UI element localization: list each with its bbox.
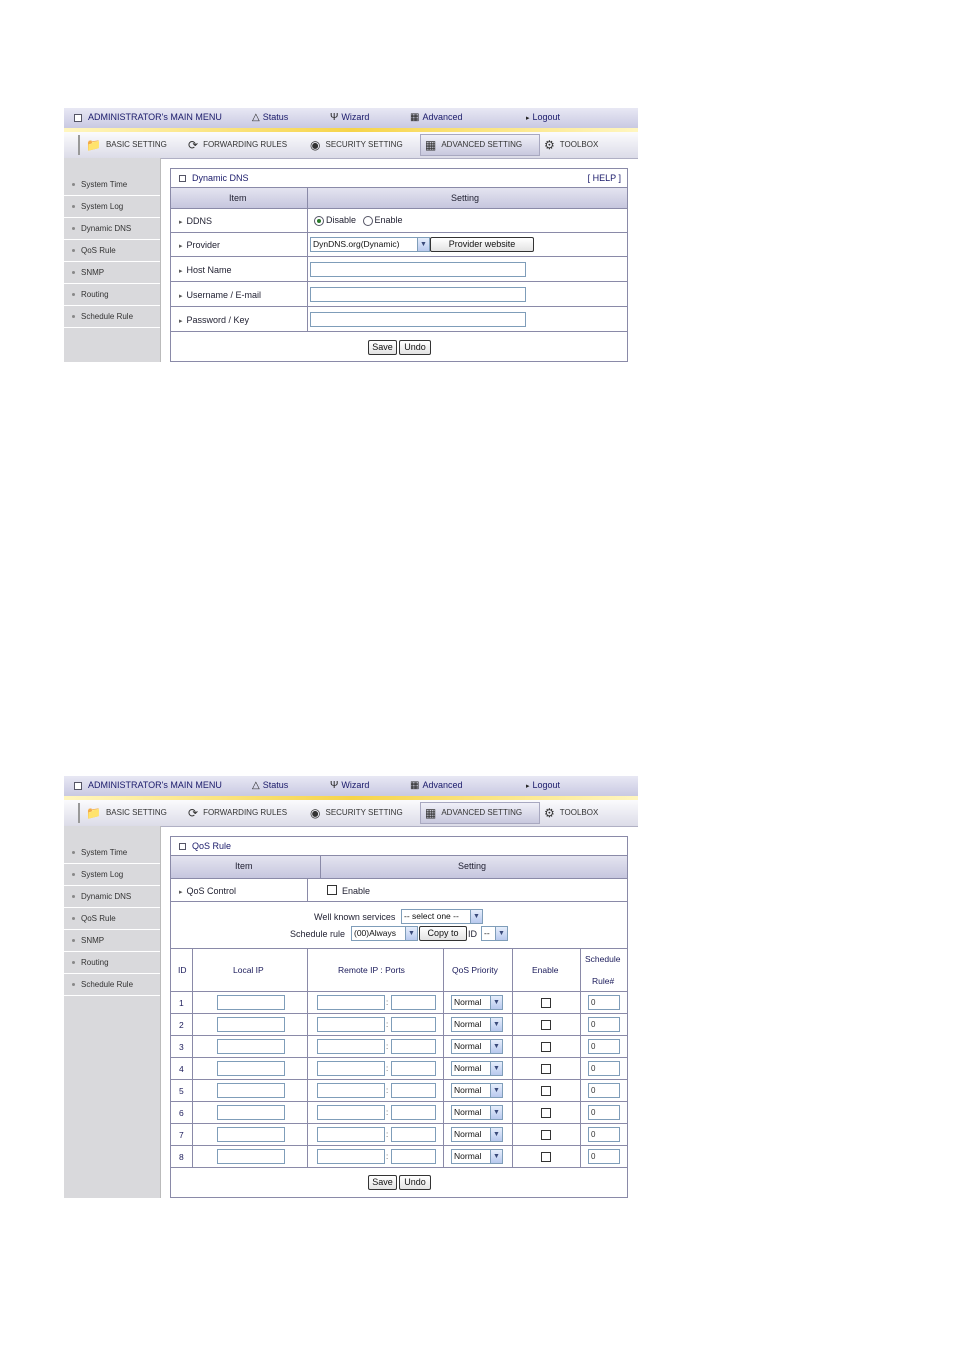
rule-enable-checkbox[interactable] [541,1086,551,1096]
sidebar [64,826,161,1198]
local-ip-input[interactable] [217,995,285,1010]
rule-enable-checkbox[interactable] [541,1020,551,1030]
forward-icon: ⟳ [188,138,199,152]
bullet-icon [72,183,75,186]
square-icon [179,843,186,850]
rule-enable-checkbox[interactable] [541,1064,551,1074]
column-divider [580,1146,581,1167]
arrow-right-icon: ▸ [526,783,530,790]
local-ip-input[interactable] [217,1083,285,1098]
row-id: 7 [179,1130,184,1140]
qos-control-label: ▸ QoS Control [179,886,236,896]
header-local-ip: Local IP [233,965,264,975]
main-menu-bar [64,108,638,129]
row-id: 1 [179,998,184,1008]
remote-port-input[interactable] [391,1017,436,1032]
logout-link[interactable]: ▸ Logout [526,780,561,790]
header-remote-ip: Remote IP : Ports [338,965,405,975]
bullet-icon [72,293,75,296]
header-rule-number: Rule# [592,976,615,986]
row-id: 3 [179,1042,184,1052]
username-label: ▸ Username / E-mail [179,290,261,300]
priority-select[interactable]: Normal ▼ [451,1039,503,1054]
tab-bar [64,132,638,159]
schedule-rule-input[interactable]: 0 [588,1083,620,1098]
wizard-link[interactable]: Ψ Wizard [330,112,370,123]
ddns-radio-group: Disable Enable [314,215,403,226]
chevron-down-icon: ▼ [417,238,429,251]
colon-separator: : [386,1020,389,1029]
advanced-icon: ▦ [410,780,420,791]
schedule-rule-input[interactable]: 0 [588,1061,620,1076]
colon-separator: : [386,1086,389,1095]
bullet-icon [72,205,75,208]
tab-toolbox[interactable]: ⚙ TOOLBOX [540,135,598,155]
column-divider [512,1146,513,1167]
header-id: ID [178,965,187,975]
chevron-down-icon: ▼ [405,927,417,940]
remote-port-input[interactable] [391,1061,436,1076]
row-provider [171,233,627,257]
priority-select[interactable]: Normal ▼ [451,1017,503,1032]
column-divider [512,1058,513,1079]
sidebar-item-system-log[interactable]: System Log [64,196,160,218]
sidebar-item-schedule-rule[interactable]: Schedule Rule [64,974,160,996]
help-link[interactable]: [ HELP ] [587,173,621,183]
column-divider [307,1058,308,1079]
admin-menu-label: ADMINISTRATOR's MAIN MENU [74,112,222,122]
sidebar-item-routing[interactable]: Routing [64,284,160,306]
logout-link[interactable]: ▸ Logout [526,112,561,122]
table-header [171,188,627,209]
column-divider [192,992,193,1013]
column-divider [512,1080,513,1101]
remote-port-input[interactable] [391,1083,436,1098]
tab-basic-setting[interactable]: 📁 BASIC SETTING [82,803,167,823]
folder-icon: 📁 [86,138,101,152]
row-ddns [171,209,627,233]
tab-advanced-setting[interactable]: ▦ ADVANCED SETTING [420,134,540,156]
rule-enable-checkbox[interactable] [541,1108,551,1118]
chevron-down-icon: ▼ [495,927,507,940]
colon-separator: : [386,1108,389,1117]
remote-port-input[interactable] [391,1149,436,1164]
security-icon: ◉ [310,138,321,152]
colon-separator: : [386,1130,389,1139]
chevron-down-icon: ▼ [490,1062,502,1075]
sidebar-item-system-time[interactable]: System Time [64,842,160,864]
column-divider [192,1014,193,1035]
save-button[interactable]: Save [368,1175,397,1190]
sidebar-item-snmp[interactable]: SNMP [64,262,160,284]
toolbox-icon: ⚙ [544,138,555,152]
table-row [171,1124,627,1146]
header-setting: Setting [458,861,487,871]
wizard-icon: Ψ [330,780,339,791]
column-divider [512,1102,513,1123]
column-divider [307,188,308,208]
header-setting: Setting [451,193,480,203]
sidebar-item-snmp[interactable]: SNMP [64,930,160,952]
chevron-down-icon: ▼ [470,910,482,923]
column-divider [580,1102,581,1123]
advanced-link[interactable]: ▦ Advanced [410,780,463,791]
priority-select[interactable]: Normal ▼ [451,1127,503,1142]
schedule-rule-select[interactable]: (00)Always ▼ [351,926,418,941]
colon-separator: : [386,1064,389,1073]
row-id: 5 [179,1086,184,1096]
header-priority: QoS Priority [452,965,498,975]
bullet-icon [72,939,75,942]
row-id: 4 [179,1064,184,1074]
column-divider [307,1146,308,1167]
priority-select[interactable]: Normal ▼ [451,1083,503,1098]
main-menu-bar [64,776,638,797]
row-services [171,902,627,949]
remote-ip-input[interactable] [317,1061,385,1076]
provider-select[interactable]: DynDNS.org(Dynamic) ▼ [310,237,430,252]
remote-port-input[interactable] [391,1105,436,1120]
local-ip-input[interactable] [217,1017,285,1032]
tab-divider [78,135,80,155]
sidebar [64,158,161,362]
sidebar-item-system-log[interactable]: System Log [64,864,160,886]
sidebar-item-dynamic-dns[interactable]: Dynamic DNS [64,218,160,240]
colon-separator: : [386,1042,389,1051]
bullet-icon [72,271,75,274]
bullet-icon [72,873,75,876]
host-name-input[interactable] [310,262,526,277]
chevron-down-icon: ▼ [490,1106,502,1119]
services-label: Well known services [314,912,396,922]
bullet-icon [72,895,75,898]
column-divider [307,992,308,1013]
column-divider [443,949,444,991]
rule-enable-checkbox[interactable] [541,1042,551,1052]
column-divider [307,257,308,281]
column-divider [443,1124,444,1145]
table-row [171,1036,627,1058]
table-header [171,856,627,879]
table-row [171,992,627,1014]
qos-enable-label: Enable [342,886,371,896]
advanced-setting-icon: ▦ [425,138,437,152]
column-divider [192,1080,193,1101]
priority-select[interactable]: Normal ▼ [451,1105,503,1120]
panel-title: QoS Rule [171,837,627,856]
table-row [171,1102,627,1124]
remote-ip-input[interactable] [317,1017,385,1032]
column-divider [192,1124,193,1145]
host-name-label: ▸ Host Name [179,265,232,275]
row-id: 6 [179,1108,184,1118]
password-label: ▸ Password / Key [179,315,249,325]
remote-port-input[interactable] [391,1039,436,1054]
chevron-down-icon: ▼ [490,1150,502,1163]
remote-port-input[interactable] [391,995,436,1010]
column-divider [580,1036,581,1057]
table-row [171,1058,627,1080]
column-divider [192,1058,193,1079]
column-divider [443,1058,444,1079]
qos-rule-screenshot [64,776,638,1198]
status-link[interactable]: △ Status [252,780,289,791]
tab-bar [64,800,638,827]
column-divider [443,1080,444,1101]
bullet-icon [72,851,75,854]
column-divider [443,1036,444,1057]
column-divider [580,1014,581,1035]
sidebar-item-system-time[interactable]: System Time [64,174,160,196]
dynamic-dns-screenshot [64,108,638,362]
remote-ip-input[interactable] [317,995,385,1010]
admin-menu-label: ADMINISTRATOR's MAIN MENU [74,780,222,790]
column-divider [307,1080,308,1101]
column-divider [192,1146,193,1167]
header-schedule: Schedule [585,954,621,964]
tab-security-setting[interactable]: ◉ SECURITY SETTING [306,803,403,823]
column-divider [443,1102,444,1123]
column-divider [307,307,308,331]
schedule-rule-input[interactable]: 0 [588,1039,620,1054]
sidebar-item-dynamic-dns[interactable]: Dynamic DNS [64,886,160,908]
column-divider [307,282,308,306]
column-divider [443,1014,444,1035]
schedule-rule-input[interactable]: 0 [588,1017,620,1032]
column-divider [580,992,581,1013]
local-ip-input[interactable] [217,1127,285,1142]
colon-separator: : [386,1152,389,1161]
column-divider [512,1124,513,1145]
enable-radio[interactable] [363,216,373,226]
bullet-icon [72,249,75,252]
chevron-down-icon: ▼ [490,1128,502,1141]
remote-ip-input[interactable] [317,1127,385,1142]
column-divider [307,949,308,991]
column-divider [307,1102,308,1123]
row-password [171,307,627,332]
column-divider [512,1014,513,1035]
column-divider [580,1080,581,1101]
panel-title: Dynamic DNS [ HELP ] [171,169,627,188]
sidebar-item-qos-rule[interactable]: QoS Rule [64,908,160,930]
column-divider [307,233,308,256]
column-divider [192,949,193,991]
row-host-name [171,257,627,282]
schedule-rule-input[interactable]: 0 [588,995,620,1010]
provider-website-button[interactable]: Provider website [430,237,534,252]
toolbox-icon: ⚙ [544,806,555,820]
schedule-rule-input[interactable]: 0 [588,1127,620,1142]
qos-panel [170,836,628,1198]
advanced-setting-icon: ▦ [425,806,437,820]
tab-forwarding-rules[interactable]: ⟳ FORWARDING RULES [184,803,287,823]
ddns-label: ▸ DDNS [179,216,212,226]
local-ip-input[interactable] [217,1061,285,1076]
bullet-icon [72,315,75,318]
chevron-down-icon: ▼ [490,1040,502,1053]
remote-ip-input[interactable] [317,1105,385,1120]
row-qos-control [171,879,627,902]
header-enable: Enable [532,965,559,975]
remote-ip-input[interactable] [317,1083,385,1098]
qos-rules-body [171,992,627,1168]
bullet-icon [72,917,75,920]
column-divider [307,1014,308,1035]
column-divider [307,1124,308,1145]
column-divider [192,1102,193,1123]
tab-basic-setting[interactable]: 📁 BASIC SETTING [82,135,167,155]
undo-button[interactable]: Undo [399,1175,431,1190]
bullet-icon [72,961,75,964]
username-input[interactable] [310,287,526,302]
remote-ip-input[interactable] [317,1039,385,1054]
bullet-icon [72,227,75,230]
row-username [171,282,627,307]
status-icon: △ [252,780,260,791]
square-icon [74,782,82,790]
column-divider [512,1036,513,1057]
row-id: 2 [179,1020,184,1030]
ddns-footer [171,333,627,361]
column-divider [512,992,513,1013]
status-icon: △ [252,112,260,123]
column-divider [443,1146,444,1167]
services-select[interactable]: -- select one -- ▼ [401,909,483,924]
column-divider [307,1036,308,1057]
forward-icon: ⟳ [188,806,199,820]
wizard-link[interactable]: Ψ Wizard [330,780,370,791]
remote-port-input[interactable] [391,1127,436,1142]
colon-separator: : [386,998,389,1007]
table-row [171,1080,627,1102]
save-button[interactable]: Save [368,340,397,355]
tab-toolbox[interactable]: ⚙ TOOLBOX [540,803,598,823]
folder-icon: 📁 [86,806,101,820]
advanced-link[interactable]: ▦ Advanced [410,112,463,123]
id-select[interactable]: -- ▼ [481,926,508,941]
column-divider [192,1036,193,1057]
header-item: Item [235,861,253,871]
column-divider [512,949,513,991]
priority-select[interactable]: Normal ▼ [451,1149,503,1164]
schedule-rule-input[interactable]: 0 [588,1105,620,1120]
table-row [171,1146,627,1168]
sidebar-item-schedule-rule[interactable]: Schedule Rule [64,306,160,328]
rule-enable-checkbox[interactable] [541,1130,551,1140]
column-divider [320,856,321,878]
tab-security-setting[interactable]: ◉ SECURITY SETTING [306,135,403,155]
sidebar-item-routing[interactable]: Routing [64,952,160,974]
security-icon: ◉ [310,806,321,820]
remote-ip-input[interactable] [317,1149,385,1164]
header-item: Item [229,193,247,203]
row-id: 8 [179,1152,184,1162]
rules-header [171,949,627,992]
schedule-rule-input[interactable]: 0 [588,1149,620,1164]
column-divider [307,879,308,901]
priority-select[interactable]: Normal ▼ [451,995,503,1010]
priority-select[interactable]: Normal ▼ [451,1061,503,1076]
tab-forwarding-rules[interactable]: ⟳ FORWARDING RULES [184,135,287,155]
ddns-panel [170,168,628,362]
advanced-icon: ▦ [410,112,420,123]
undo-button[interactable]: Undo [399,340,431,355]
chevron-down-icon: ▼ [490,1018,502,1031]
qos-footer [171,1167,627,1197]
table-row [171,1014,627,1036]
square-icon [179,175,186,182]
id-label: ID [468,929,477,939]
bullet-icon [72,983,75,986]
password-input[interactable] [310,312,526,327]
tab-advanced-setting[interactable]: ▦ ADVANCED SETTING [420,802,540,824]
column-divider [580,1124,581,1145]
rule-enable-checkbox[interactable] [541,998,551,1008]
local-ip-input[interactable] [217,1149,285,1164]
qos-enable-checkbox[interactable] [327,885,337,895]
rule-enable-checkbox[interactable] [541,1152,551,1162]
disable-radio[interactable] [314,216,324,226]
wizard-icon: Ψ [330,112,339,123]
column-divider [580,1058,581,1079]
column-divider [580,949,581,991]
column-divider [443,992,444,1013]
column-divider [307,209,308,232]
local-ip-input[interactable] [217,1105,285,1120]
schedule-rule-label: Schedule rule [290,929,346,939]
chevron-down-icon: ▼ [490,996,502,1009]
arrow-right-icon: ▸ [526,115,530,122]
status-link[interactable]: △ Status [252,112,289,123]
tab-divider [78,803,80,823]
copy-to-button[interactable]: Copy to [419,926,467,941]
chevron-down-icon: ▼ [490,1084,502,1097]
square-icon [74,114,82,122]
local-ip-input[interactable] [217,1039,285,1054]
sidebar-item-qos-rule[interactable]: QoS Rule [64,240,160,262]
provider-label: ▸ Provider [179,240,220,250]
